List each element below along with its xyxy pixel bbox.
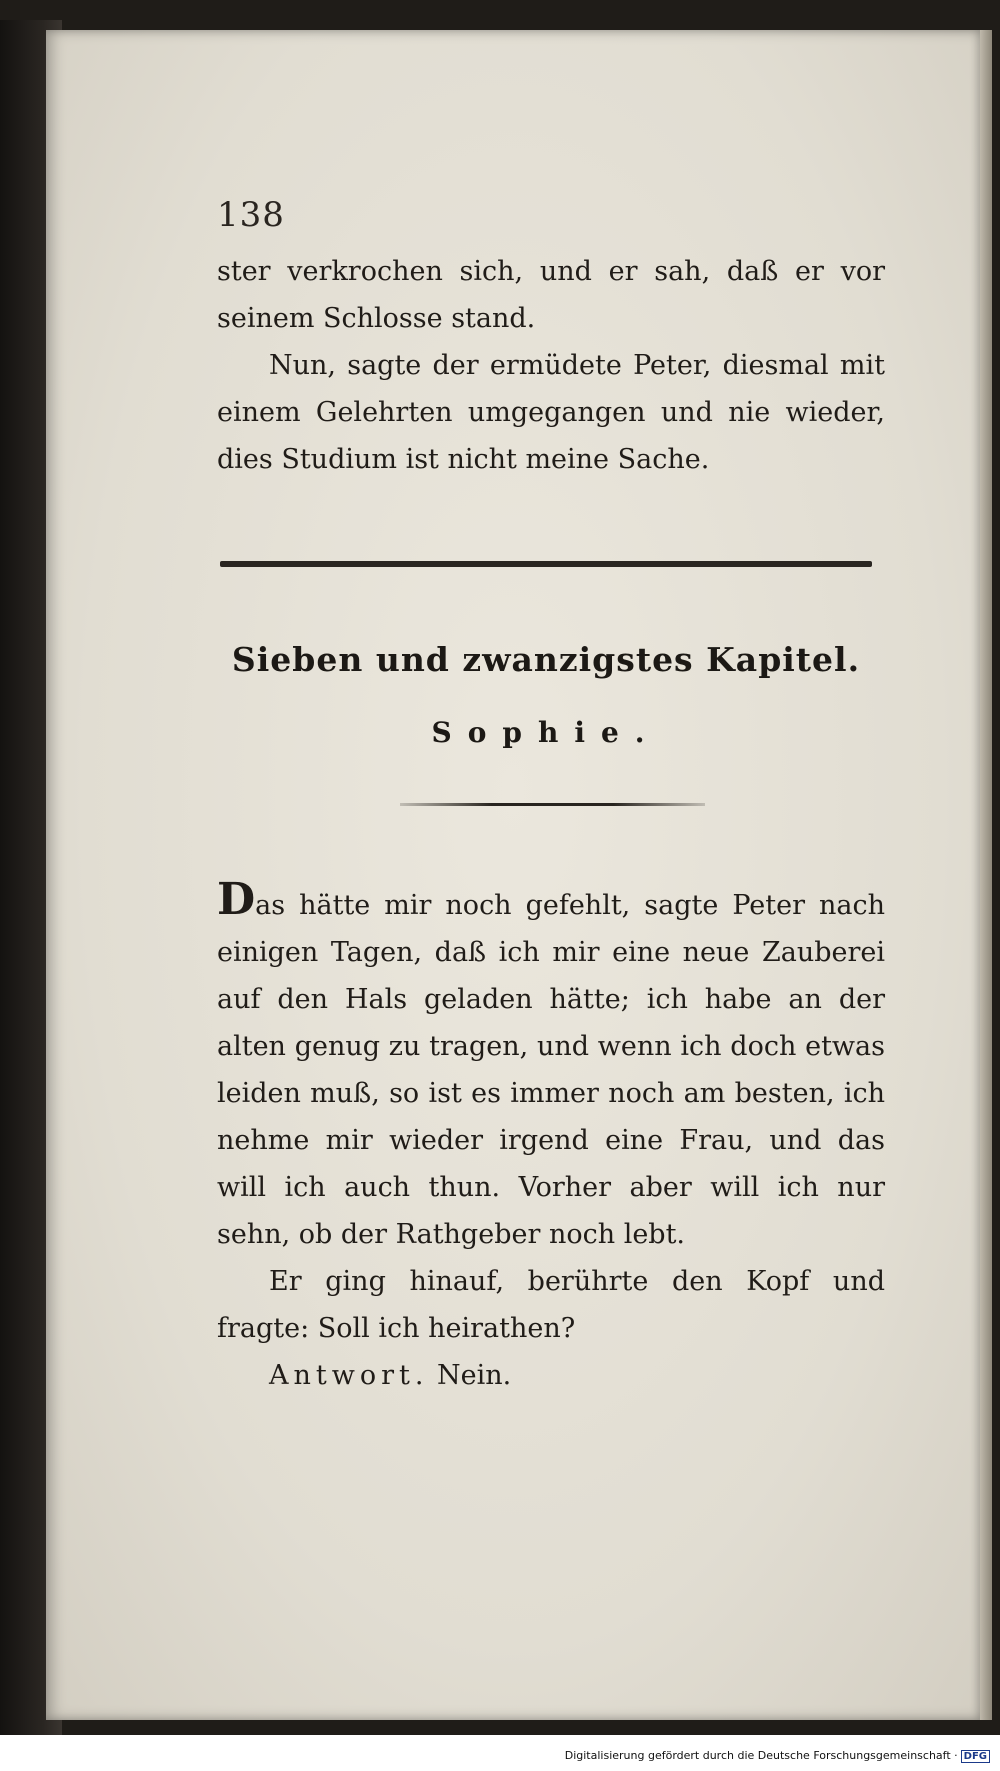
drop-cap-letter: D: [217, 874, 256, 925]
chapter-title: Sieben und zwanzigstes Kapitel.: [231, 640, 861, 679]
top-paragraph-1: ster verkrochen sich, und er sah, daß er vor seinem Schlosse stand.: [217, 256, 885, 334]
page-edge: [980, 30, 992, 1720]
answer-line: [217, 1352, 885, 1399]
digitization-credit: [565, 1749, 990, 1763]
body-paragraph-2: Er ging hinauf, berührte den Kopf und fragte: Soll ich heirathen?: [217, 1266, 885, 1344]
digitization-credit-text: Digitalisierung gefördert durch die Deutsche Forschungsgemeinschaft ·: [564, 1749, 958, 1762]
body-paragraph-1: [217, 874, 885, 1258]
page-number: 138: [217, 195, 285, 235]
chapter-subtitle: Sophie.: [431, 716, 661, 749]
body-paragraph-1-text: as hätte mir noch gefehlt, sagte Peter nach einigen Tagen, daß ich mir eine neue Zauberei auf den Hals geladen hätte; ich habe an der alten genug zu tragen, und wenn ich doch etwas leiden muß, so ist es immer noch am besten, ich nehme mir wieder irgend eine Frau, und das will ich auch thun. Vorher aber will ich nur sehn, ob der Rathgeber noch lebt.: [217, 890, 885, 1250]
top-text-block: [217, 248, 885, 483]
answer-label: Antwort.: [269, 1360, 429, 1391]
dfg-logo: DFG: [961, 1750, 990, 1763]
answer-value: Nein.: [437, 1360, 512, 1391]
chapter-body-text: [217, 874, 885, 1399]
chapter-separator-rule: [220, 561, 872, 567]
ornamental-rule: [400, 803, 705, 806]
top-paragraph-2: Nun, sagte der ermüdete Peter, diesmal mit einem Gelehrten umgegangen und nie wieder, dies Studium ist nicht meine Sache.: [217, 350, 885, 475]
